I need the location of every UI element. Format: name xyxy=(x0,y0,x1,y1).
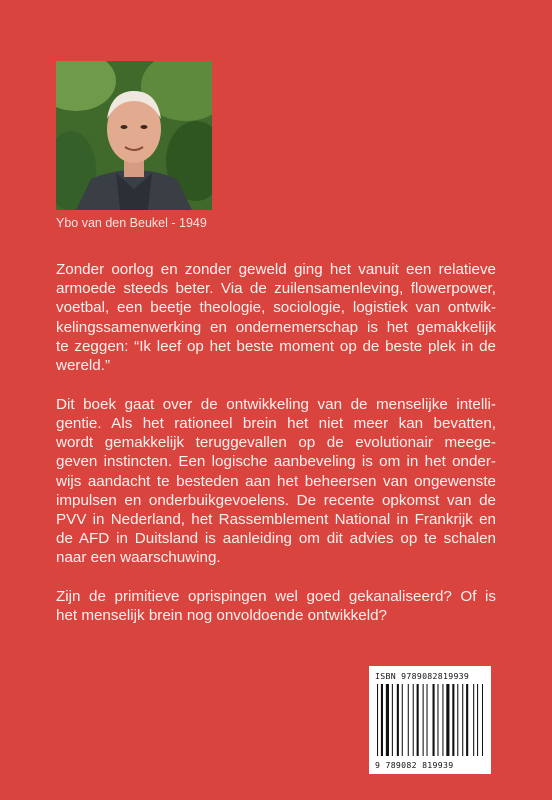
text-line: Dit boek gaat over de ontwikkeling van de menselijke intelli- xyxy=(56,395,496,413)
paragraph-1 xyxy=(56,260,496,375)
author-caption: Ybo van den Beukel - 1949 xyxy=(56,216,207,230)
barcode-bars xyxy=(377,684,483,756)
text-line: impulsen en onderbuikgevoelens. De recente opkomst van de xyxy=(56,491,496,509)
isbn-barcode xyxy=(369,666,491,774)
text-line: armoede steeds beter. Via de zuilensamenleving, flowerpower, xyxy=(56,280,496,298)
author-photo xyxy=(56,61,212,210)
text-line: het menselijk brein nog onvoldoende ontwikkeld? xyxy=(56,607,387,625)
text-line: naar een waarschuwing. xyxy=(56,549,221,567)
text-line: Zijn de primitieve oprispingen wel goed gekanaliseerd? Of is xyxy=(56,588,496,606)
paragraph-3 xyxy=(56,587,496,625)
back-cover-text xyxy=(56,260,496,645)
text-line: Zonder oorlog en zonder geweld ging het vanuit een relatieve xyxy=(56,261,496,278)
text-line: gentie. Als het rationeel brein het niet meer kan bevatten, xyxy=(56,414,496,432)
text-line: wordt gemakkelijk teruggevallen op de evolutionair meege- xyxy=(56,434,496,452)
paragraph-2 xyxy=(56,395,496,568)
text-line: geven instincten. Een logische aanbeveling is om in het onder- xyxy=(56,453,496,471)
text-line: PVV in Nederland, het Rassemblement National in Frankrijk en xyxy=(56,510,496,528)
text-line: te zeggen: “Ik leef op het beste moment op de beste plek in de xyxy=(56,337,496,355)
text-line: kelingssamenwerking en ondernemerschap is het gemakkelijk xyxy=(56,318,496,336)
text-line: voetbal, een beetje theologie, sociologie, logistiek van ontwik- xyxy=(56,299,496,317)
text-line: wereld.” xyxy=(56,357,111,375)
barcode-digits: 9 789082 819939 xyxy=(375,760,454,770)
isbn-label: ISBN 9789082819939 xyxy=(375,671,470,681)
text-line: wijs aandacht te besteden aan het beheersen van ongewenste xyxy=(56,472,496,490)
text-line: de AFD in Duitsland is aanleiding om dit advies op te schalen xyxy=(56,530,496,548)
